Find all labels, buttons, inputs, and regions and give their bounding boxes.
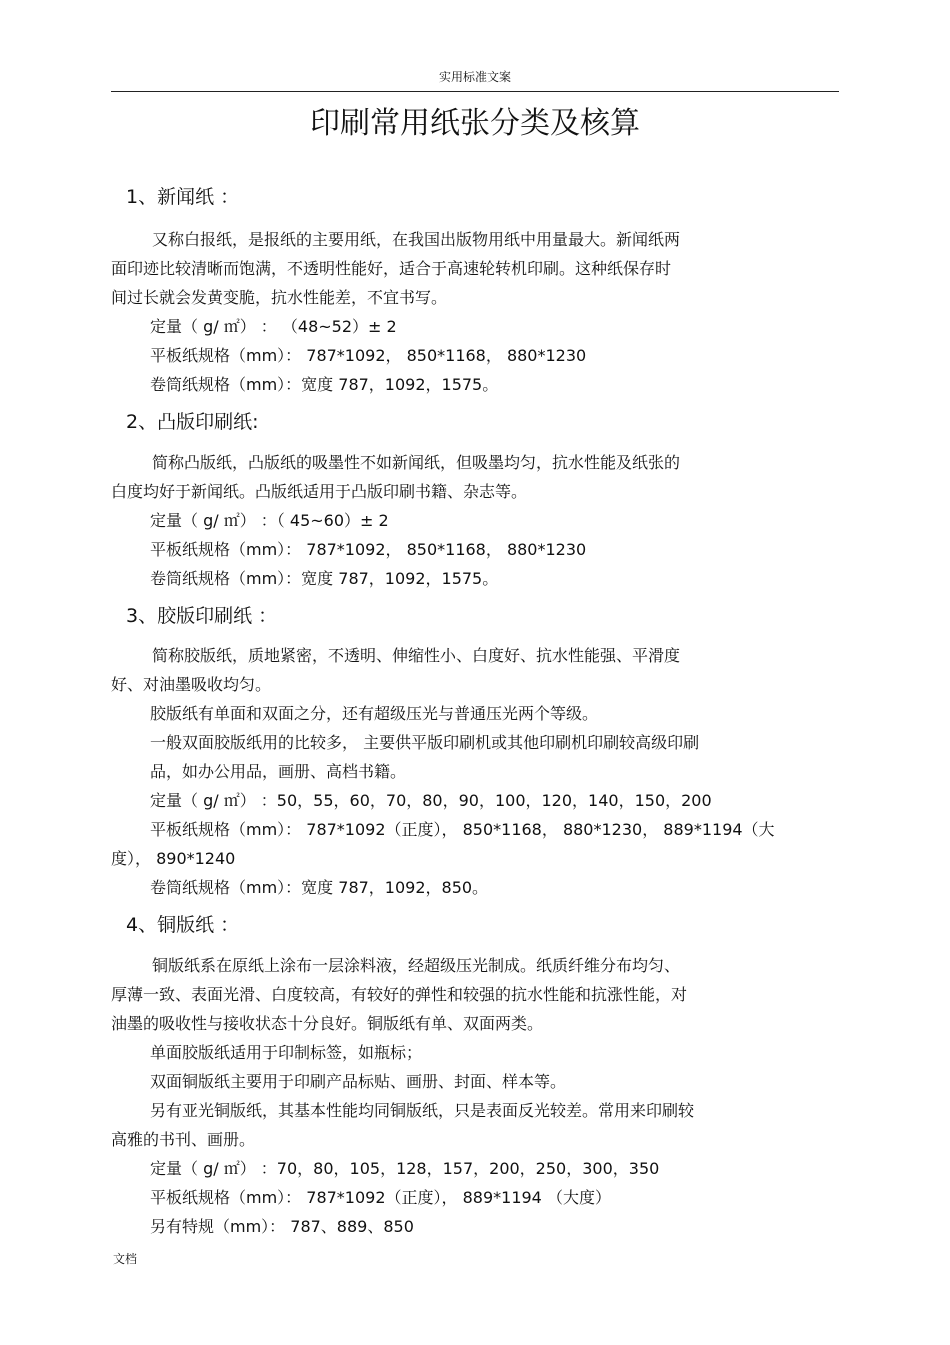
text-line: 平板纸规格（mm）： 787*1092， 850*1168， 880*1230: [150, 540, 587, 559]
text-line: 定量（ g/ ㎡） ：70，80，105，128，157，200，250，300，350: [150, 1159, 660, 1178]
text-line: 定量（ g/ ㎡） ：50，55，60，70，80，90，100，120，140，150，200: [150, 791, 712, 810]
text-line: 胶版纸有单面和双面之分，还有超级压光与普通压光两个等级。: [150, 704, 599, 723]
text-line: 间过长就会发黄变脆，抗水性能差，不宜书写。: [111, 288, 448, 307]
section-heading: 2、凸版印刷纸:: [126, 411, 259, 433]
text-line: 一般双面胶版纸用的比较多， 主要供平版印刷机或其他印刷机印刷较高级印刷: [150, 733, 700, 752]
text-line: 厚薄一致、表面光滑、白度较高，有较好的弹性和较强的抗水性能和抗涨性能，对: [111, 985, 688, 1004]
text-line: 高雅的书刊、画册。: [111, 1130, 256, 1149]
text-line: 油墨的吸收性与接收状态十分良好。铜版纸有单、双面两类。: [111, 1014, 544, 1033]
text-line: 双面铜版纸主要用于印刷产品标贴、画册、封面、样本等。: [150, 1072, 567, 1091]
text-line: 定量（ g/ ㎡） ：（ 45~60）± 2: [150, 511, 389, 530]
text-line: 平板纸规格（mm）： 787*1092（正度）， 850*1168， 880*1230， 889*1194（大: [150, 820, 775, 839]
section-heading: 1、新闻纸 ：: [126, 186, 240, 208]
document-title: 印刷常用纸张分类及核算: [310, 106, 640, 141]
text-line: 另有特规（mm）： 787、889、850: [150, 1217, 414, 1236]
text-line: 白度均好于新闻纸。凸版纸适用于凸版印刷书籍、杂志等。: [111, 482, 528, 501]
section-heading: 4、铜版纸 ：: [126, 914, 240, 936]
text-line: 卷筒纸规格（mm）：宽度 787，1092，850。: [150, 878, 489, 897]
page-footer: 文档: [113, 1252, 138, 1266]
text-line: 度）， 890*1240: [111, 849, 236, 868]
text-line: 面印迹比较清晰而饱满，不透明性能好，适合于高速轮转机印刷。这种纸保存时: [111, 259, 672, 278]
text-line: 品，如办公用品，画册、高档书籍。: [150, 762, 407, 781]
text-line: 铜版纸系在原纸上涂布一层涂料液，经超级压光制成。纸质纤维分布均匀、: [152, 956, 681, 975]
section-heading: 3、胶版印刷纸 ：: [126, 605, 278, 627]
text-line: 好、对油墨吸收均匀。: [111, 675, 272, 694]
text-line: 另有亚光铜版纸，其基本性能均同铜版纸，只是表面反光较差。常用来印刷较: [150, 1101, 695, 1120]
text-line: 简称胶版纸，质地紧密，不透明、伸缩性小、白度好、抗水性能强、平滑度: [152, 646, 681, 665]
text-line: 定量（ g/ ㎡） ： （48~52）± 2: [150, 317, 397, 336]
text-line: 又称白报纸，是报纸的主要用纸，在我国出版物用纸中用量最大。新闻纸两: [152, 230, 681, 249]
page-header: 实用标准文案: [438, 70, 511, 84]
text-line: 平板纸规格（mm）： 787*1092， 850*1168， 880*1230: [150, 346, 587, 365]
text-line: 单面胶版纸适用于印制标签，如瓶标；: [150, 1043, 423, 1062]
text-line: 平板纸规格（mm）： 787*1092（正度）， 889*1194 （大度）: [150, 1188, 611, 1207]
header-divider: [111, 91, 839, 92]
text-line: 卷筒纸规格（mm）：宽度 787，1092，1575。: [150, 569, 499, 588]
text-line: 卷筒纸规格（mm）：宽度 787，1092，1575。: [150, 375, 499, 394]
text-line: 简称凸版纸，凸版纸的吸墨性不如新闻纸，但吸墨均匀，抗水性能及纸张的: [152, 453, 681, 472]
